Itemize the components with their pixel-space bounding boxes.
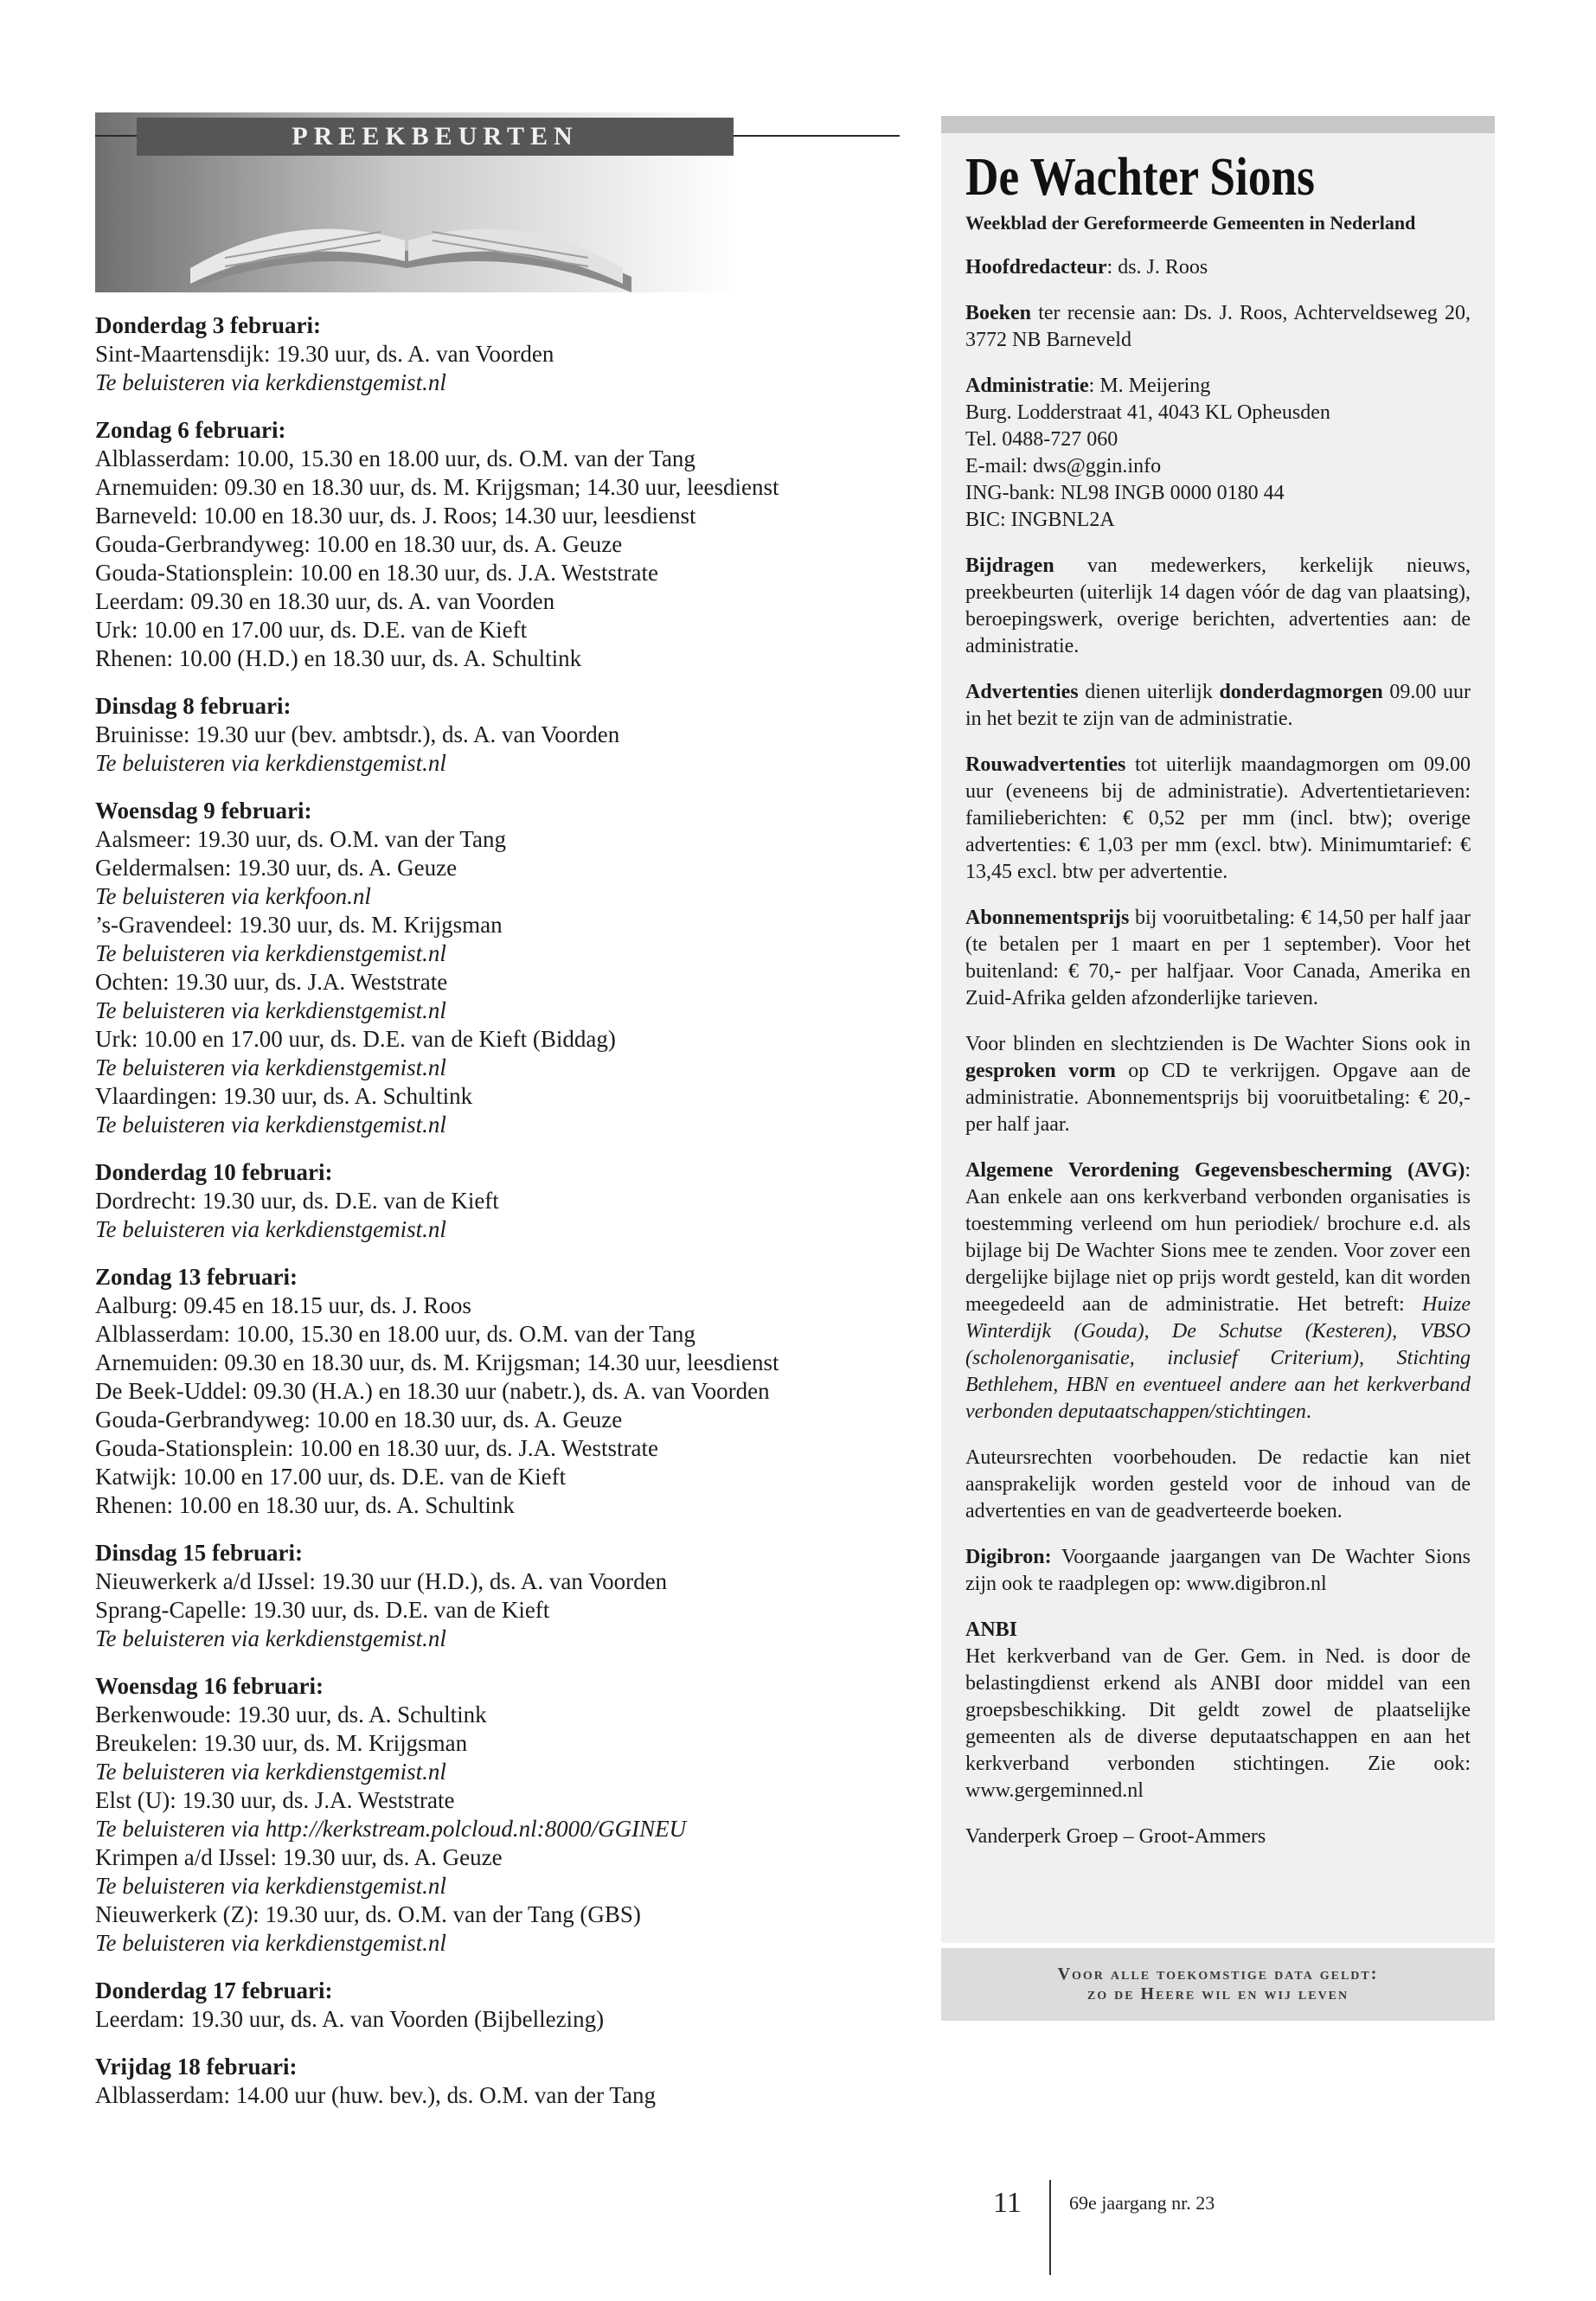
schedule-day <box>95 2053 900 2110</box>
day-heading: Dinsdag 8 februari: <box>95 693 292 719</box>
service-entry: Gouda-Stationsplein: 10.00 en 18.30 uur, ds. J.A. Weststrate <box>95 560 658 586</box>
schedule-day <box>95 1158 900 1244</box>
schedule-day <box>95 1263 900 1520</box>
open-bible-icon <box>164 147 649 292</box>
schedule-day <box>95 311 900 397</box>
issue-info: 69e jaargang nr. 23 <box>1069 2192 1215 2214</box>
broadcast-note: Te beluisteren via kerkdienstgemist.nl <box>95 1873 446 1899</box>
day-heading: Dinsdag 15 februari: <box>95 1540 304 1566</box>
schedule-column <box>95 112 900 2129</box>
broadcast-note: Te beluisteren via kerkdienstgemist.nl <box>95 1625 446 1651</box>
subscription-paragraph: Abonnementsprijs bij vooruitbetaling: € 14,50 per half jaar (te betalen per 1 maart en per 1 september). Voor het buitenland: € 70,- per halfjaar. Voor Canada, Amerika en Zuid-Afrika gelden afzonderlijke tarieven. <box>965 907 1471 1009</box>
broadcast-note: Te beluisteren via kerkdienstgemist.nl <box>95 750 446 776</box>
preekbeurten-banner <box>95 112 900 292</box>
service-entry: Arnemuiden: 09.30 en 18.30 uur, ds. M. Krijgsman; 14.30 uur, leesdienst <box>95 1349 779 1375</box>
magazine-subtitle: Weekblad der Gereformeerde Gemeenten in Nederland <box>965 212 1416 234</box>
day-heading: Zondag 6 februari: <box>95 417 286 443</box>
broadcast-note: Te beluisteren via kerkdienstgemist.nl <box>95 369 446 395</box>
anbi-paragraph: ANBI Het kerkverband van de Ger. Gem. in Ned. is door de belastingdienst erkend als ANBI door middel van een groepsbeschikking. Dit geldt zowel de plaatselijke gemeenten als de diverse deputaatschappen en aan het kerkverband verbonden stichtingen. Zie ook: www.gergeminned.nl <box>965 1618 1471 1802</box>
day-heading: Donderdag 3 februari: <box>95 312 321 338</box>
schedule-day <box>95 416 900 673</box>
service-entry: Breukelen: 19.30 uur, ds. M. Krijgsman <box>95 1730 468 1756</box>
service-entry: Nieuwerkerk a/d IJssel: 19.30 uur (H.D.), ds. A. van Voorden <box>95 1568 668 1594</box>
contributions-paragraph: Bijdragen van medewerkers, kerkelijk nieuws, preekbeurten (uiterlijk 14 dagen vóór de dag van plaatsing), beroepingswerk, overige berichten, advertenties aan: de administratie. <box>965 554 1471 657</box>
schedule-day <box>95 1672 900 1958</box>
colophon-top-bar <box>941 116 1495 133</box>
broadcast-note: Te beluisteren via kerkdienstgemist.nl <box>95 997 446 1023</box>
broadcast-note: Te beluisteren via kerkdienstgemist.nl <box>95 940 446 966</box>
schedule-day <box>95 797 900 1139</box>
broadcast-note: Te beluisteren via kerkdienstgemist.nl <box>95 1759 446 1785</box>
broadcast-note: Te beluisteren via http://kerkstream.polcloud.nl:8000/GGINEU <box>95 1816 687 1842</box>
disclaimer-box <box>941 1943 1495 2021</box>
section-title: PREEKBEURTEN <box>137 118 734 156</box>
day-heading: Donderdag 17 februari: <box>95 1977 333 2003</box>
schedule-day <box>95 1977 900 2034</box>
schedule-list <box>95 311 900 2110</box>
service-entry: Katwijk: 10.00 en 17.00 uur, ds. D.E. van de Kieft <box>95 1464 567 1490</box>
broadcast-note: Te beluisteren via kerkdienstgemist.nl <box>95 1930 446 1956</box>
disclaimer-line-2: zo de Heere wil en wij leven <box>1086 1984 1349 2003</box>
administration-block: Administratie: M. Meijering Burg. Lodderstraat 41, 4043 KL Opheusden Tel. 0488-727 060 E-mail: dws@ggin.info ING-bank: NL98 INGB 0000 0180 44 BIC: INGBNL2A <box>965 373 1471 534</box>
service-entry: Alblasserdam: 14.00 uur (huw. bev.), ds. O.M. van der Tang <box>95 2082 656 2108</box>
service-entry: Elst (U): 19.30 uur, ds. J.A. Weststrate <box>95 1787 455 1813</box>
broadcast-note: Te beluisteren via kerkdienstgemist.nl <box>95 1112 446 1138</box>
service-entry: Gouda-Gerbrandyweg: 10.00 en 18.30 uur, ds. A. Geuze <box>95 531 623 557</box>
service-entry: Dordrecht: 19.30 uur, ds. D.E. van de Kieft <box>95 1188 499 1214</box>
service-entry: Ochten: 19.30 uur, ds. J.A. Weststrate <box>95 969 448 995</box>
service-entry: Alblasserdam: 10.00, 15.30 en 18.00 uur, ds. O.M. van der Tang <box>95 1321 695 1347</box>
mourning-ads-paragraph: Rouwadvertenties tot uiterlijk maandagmorgen om 09.00 uur (eveneens bij de administratie). Advertentietarieven: familieberichten: € 0,52 per mm (incl. btw); overige advertenties: € 1,03 per mm (excl. btw). Minimumtarief: € 13,45 excl. btw per advertentie. <box>965 753 1471 883</box>
service-entry: Krimpen a/d IJssel: 19.30 uur, ds. A. Geuze <box>95 1844 503 1870</box>
disclaimer-line-1: Voor alle toekomstige data geldt: <box>1057 1965 1379 1984</box>
magazine-title: De Wachter Sions <box>965 148 1315 207</box>
schedule-day <box>95 692 900 778</box>
day-heading: Woensdag 16 februari: <box>95 1673 324 1699</box>
service-entry: Leerdam: 19.30 uur, ds. A. van Voorden (Bijbellezing) <box>95 2006 605 2032</box>
service-entry: Geldermalsen: 19.30 uur, ds. A. Geuze <box>95 855 458 881</box>
books-paragraph: Boeken ter recensie aan: Ds. J. Roos, Achterveldseweg 20, 3772 NB Barneveld <box>965 302 1471 351</box>
advertisements-paragraph: Advertenties dienen uiterlijk donderdagmorgen 09.00 uur in het bezit te zijn van de administratie. <box>965 681 1471 730</box>
chief-editor: Hoofdredacteur: ds. J. Roos <box>965 256 1208 279</box>
broadcast-note: Te beluisteren via kerkfoon.nl <box>95 883 371 909</box>
avg-paragraph: Algemene Verordening Gegevensbescherming (AVG): Aan enkele aan ons kerkverband verbonden organisaties is toestemming verleend om hun periodiek/ brochure e.d. als bijlage bij De Wachter Sions mee te zenden. Voor zover een dergelijke bijlage niet op prijs wordt gesteld, kan dit worden meegedeeld aan de administratie. Het betreft: Huize Winterdijk (Gouda), De Schutse (Kesteren), VBSO (scholenorganisatie, inclusief Criterium), Stichting Bethlehem, HBN en eventueel andere aan het kerkverband verbonden deputaatschappen/stichtingen. <box>965 1159 1471 1423</box>
broadcast-note: Te beluisteren via kerkdienstgemist.nl <box>95 1054 446 1080</box>
service-entry: Sprang-Capelle: 19.30 uur, ds. D.E. van de Kieft <box>95 1597 550 1623</box>
service-entry: Alblasserdam: 10.00, 15.30 en 18.00 uur, ds. O.M. van der Tang <box>95 445 695 471</box>
service-entry: De Beek-Uddel: 09.30 (H.A.) en 18.30 uur (nabetr.), ds. A. van Voorden <box>95 1378 770 1404</box>
service-entry: Rhenen: 10.00 (H.D.) en 18.30 uur, ds. A. Schultink <box>95 645 582 671</box>
page-number: 11 <box>993 2187 1022 2219</box>
service-entry: Gouda-Stationsplein: 10.00 en 18.30 uur, ds. J.A. Weststrate <box>95 1435 658 1461</box>
service-entry: Aalburg: 09.45 en 18.15 uur, ds. J. Roos <box>95 1292 471 1318</box>
service-entry: Barneveld: 10.00 en 18.30 uur, ds. J. Roos; 14.30 uur, leesdienst <box>95 503 696 529</box>
copyright-paragraph: Auteursrechten voorbehouden. De redactie kan niet aansprakelijk worden gesteld voor de inhoud van de advertenties en van de geadverteerde boeken. <box>965 1446 1471 1522</box>
service-entry: Rhenen: 10.00 en 18.30 uur, ds. A. Schultink <box>95 1492 515 1518</box>
service-entry: Bruinisse: 19.30 uur (bev. ambtsdr.), ds. A. van Voorden <box>95 721 620 747</box>
day-heading: Vrijdag 18 februari: <box>95 2054 298 2080</box>
service-entry: Urk: 10.00 en 17.00 uur, ds. D.E. van de Kieft (Biddag) <box>95 1026 616 1052</box>
service-entry: Arnemuiden: 09.30 en 18.30 uur, ds. M. Krijgsman; 14.30 uur, leesdienst <box>95 474 779 500</box>
service-entry: Gouda-Gerbrandyweg: 10.00 en 18.30 uur, ds. A. Geuze <box>95 1407 623 1433</box>
service-entry: Aalsmeer: 19.30 uur, ds. O.M. van der Tang <box>95 826 506 852</box>
admin-email: E-mail: dws@ggin.info <box>965 455 1162 478</box>
printer-line: Vanderperk Groep – Groot-Ammers <box>965 1825 1266 1848</box>
day-heading: Donderdag 10 februari: <box>95 1159 333 1185</box>
digibron-paragraph: Digibron: Voorgaande jaargangen van De Wachter Sions zijn ook te raadplegen op: www.digibron.nl <box>965 1546 1471 1595</box>
service-entry: Sint-Maartensdijk: 19.30 uur, ds. A. van Voorden <box>95 341 554 367</box>
audio-edition-paragraph: Voor blinden en slechtzienden is De Wachter Sions ook in gesproken vorm op CD te verkrijgen. Opgave aan de administratie. Abonnementsprijs bij vooruitbetaling: € 20,- per half jaar. <box>965 1033 1471 1136</box>
colophon-panel <box>941 116 1495 2021</box>
broadcast-note: Te beluisteren via kerkdienstgemist.nl <box>95 1216 446 1242</box>
service-entry: Berkenwoude: 19.30 uur, ds. A. Schultink <box>95 1702 487 1727</box>
service-entry: Urk: 10.00 en 17.00 uur, ds. D.E. van de Kieft <box>95 617 528 643</box>
service-entry: ’s-Gravendeel: 19.30 uur, ds. M. Krijgsman <box>95 912 503 938</box>
service-entry: Leerdam: 09.30 en 18.30 uur, ds. A. van Voorden <box>95 588 555 614</box>
service-entry: Vlaardingen: 19.30 uur, ds. A. Schultink <box>95 1083 473 1109</box>
day-heading: Zondag 13 februari: <box>95 1264 298 1290</box>
schedule-day <box>95 1539 900 1653</box>
footer-divider <box>1049 2180 1051 2275</box>
day-heading: Woensdag 9 februari: <box>95 798 312 824</box>
service-entry: Nieuwerkerk (Z): 19.30 uur, ds. O.M. van der Tang (GBS) <box>95 1901 641 1927</box>
